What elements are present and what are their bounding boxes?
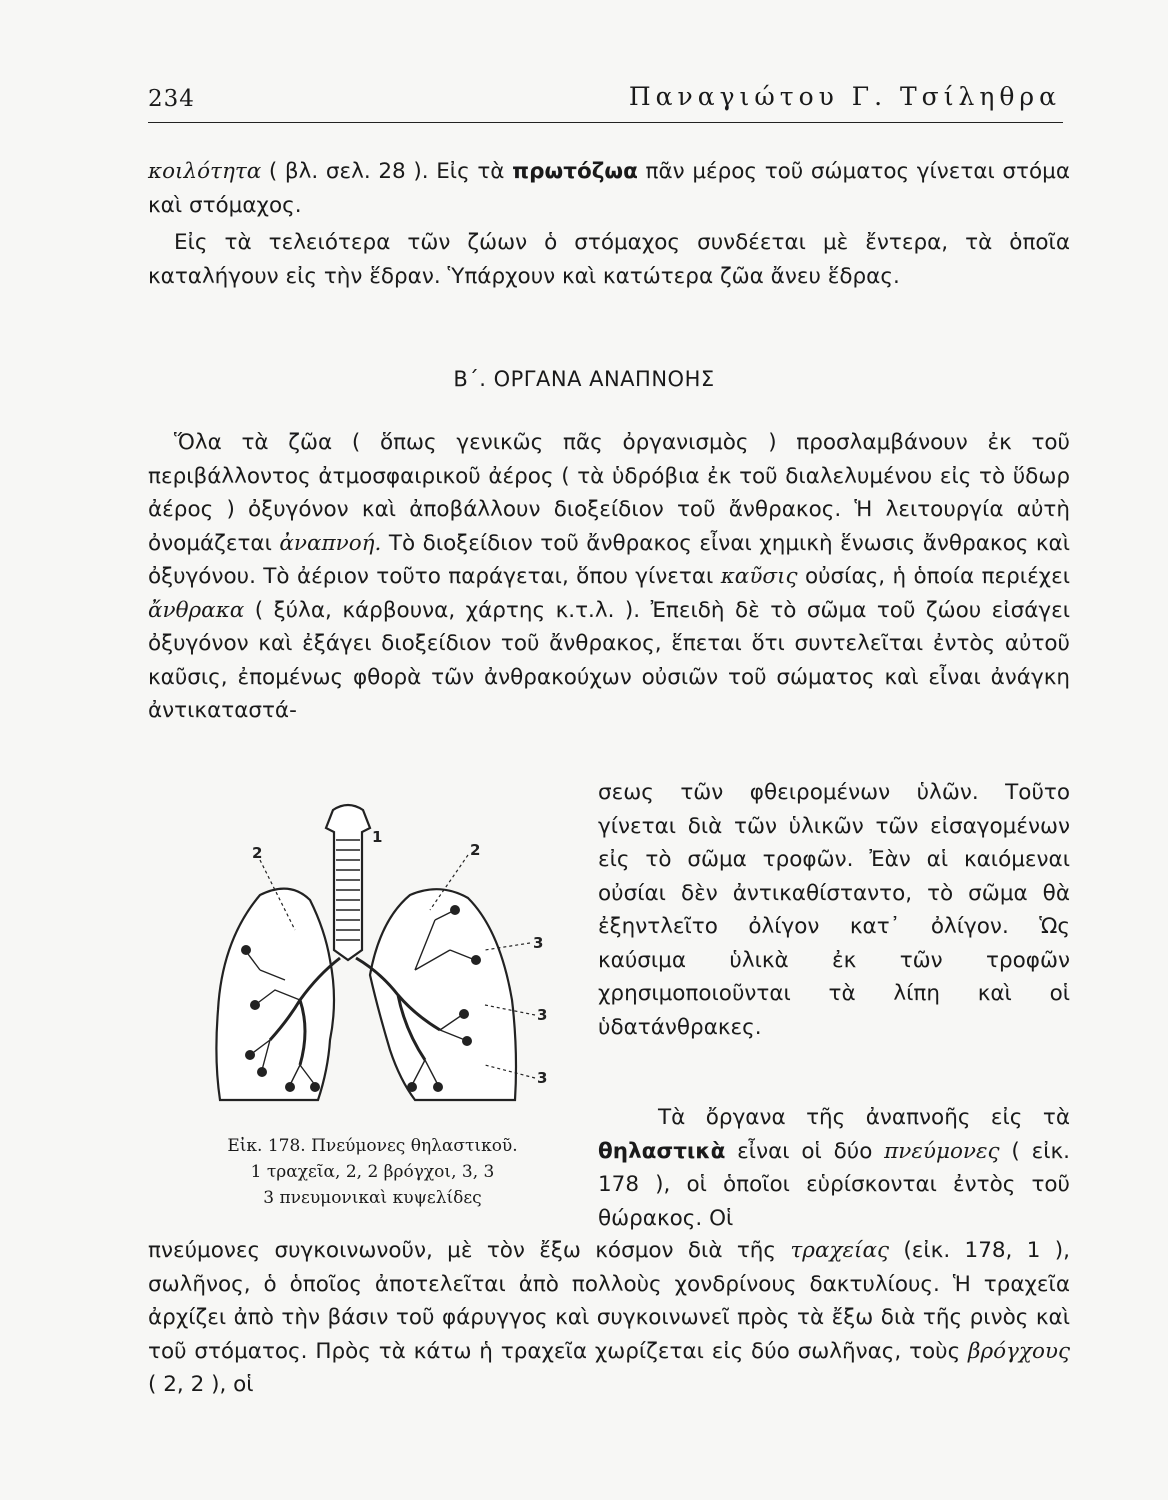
label-bronchus-left: 2 xyxy=(252,844,263,862)
italic-term: τραχείας xyxy=(790,1238,890,1263)
italic-term: ἀναπνοή. xyxy=(279,530,382,556)
label-bronchus-right: 2 xyxy=(470,841,481,859)
lung-illustration xyxy=(200,800,570,1130)
bold-term: θηλαστικὰ xyxy=(598,1138,726,1164)
italic-term: βρόγχους xyxy=(968,1338,1070,1364)
text-run: ( 2, 2 ), οἱ xyxy=(148,1372,254,1397)
paragraph-1 xyxy=(148,155,1070,222)
side-paragraph-2 xyxy=(598,1101,1070,1235)
side-paragraph-1: σεως τῶν φθειρομένων ὑλῶν. Τοῦτο γίνεται διὰ τῶν ὑλικῶν τῶν εἰσαγομένων εἰς τὸ σῶμα τροφῶν. Ἐὰν αἱ καιόμεναι οὐσίαι δὲν ἀντικαθίσταντο, τὸ σῶμα θὰ ἐξηντλεῖτο ὀλίγον κατ᾽ ὀλίγον. Ὡς καύσιμα ὑλικὰ ἐκ τῶν τροφῶν χρησιμοποιοῦνται τὰ λίπη καὶ οἱ ὑδατάνθρακες. xyxy=(598,780,1070,1040)
left-lung xyxy=(216,889,334,1100)
italic-term: κοιλότητα xyxy=(148,159,262,184)
paragraph-3 xyxy=(148,426,1070,728)
paragraph-2: Εἰς τὰ τελειότερα τῶν ζώων ὁ στόμαχος συνδέεται μὲ ἔντερα, τὰ ὁποῖα καταλήγουν εἰς τὴν ἕδραν. Ὑπάρχουν καὶ κατώτερα ζῶα ἄνευ ἕδρας. xyxy=(148,230,1070,289)
text-run: Τὰ ὄργανα τῆς ἀναπνοῆς εἰς τὰ xyxy=(658,1105,1070,1130)
running-title: Παναγιώτου Γ. Τσίληθρα xyxy=(628,82,1061,111)
label-alveoli-2: 3 xyxy=(537,1006,548,1024)
caption-line: Εἰκ. 178. Πνεύμονες θηλαστικοῦ. xyxy=(227,1136,518,1156)
right-lung xyxy=(370,889,516,1100)
text-run: ( ξύλα, κάρβουνα, χάρτης κ.τ.λ. ). Ἐπειδὴ δὲ τὸ σῶμα τοῦ ζώου εἰσάγει ὀξυγόνον καὶ ἐξάγει διοξείδιον τοῦ ἄνθρακος, ἕπεται ὅτι συντελεῖται ἐντὸς αὐτοῦ καῦσις, ἐπομένως φθορὰ τῶν ἀνθρακούχων οὐσιῶν τοῦ σώματος καὶ εἶναι ἀνάγκη ἀντικαταστά- xyxy=(148,597,1070,723)
lung-figure xyxy=(200,800,570,1130)
text-run: Τὸ διοξείδιον τοῦ ἄνθρακος εἶναι χημικὴ ἕνωσις ἄνθρακος καὶ ὀξυγόνου. Τὸ ἀέριον τοῦτο παράγεται, ὅπου γίνεται xyxy=(148,530,1070,589)
italic-term: καῦσις xyxy=(720,564,798,589)
italic-term: ἄνθρακα xyxy=(148,597,245,623)
section-heading: Β΄. ΟΡΓΑΝΑ ΑΝΑΠΝΟΗΣ xyxy=(453,367,715,391)
label-trachea: 1 xyxy=(372,828,383,846)
text-run: (εἰκ. 178, 1 ), σωλῆνος, ὁ ὁποῖος ἀποτελεῖται ἀπὸ πολλοὺς χονδρίνους δακτυλίους. Ἡ τραχεῖα ἀρχίζει ἀπὸ τὴν βάσιν τοῦ φάρυγγος καὶ συγκοινωνεῖ πρὸς τὰ ἔξω διὰ τῆς ρινὸς καὶ τοῦ στόματος. Πρὸς τὰ κάτω ἡ τραχεῖα χωρίζεται εἰς δύο σωλῆνας, τοὺς xyxy=(148,1238,1070,1364)
text-run: πνεύμονες συγκοινωνοῦν, μὲ τὸν ἔξω κόσμον διὰ τῆς xyxy=(148,1238,791,1263)
page-header xyxy=(148,78,1063,123)
text-run: Ὅλα τὰ ζῶα ( ὅπως γενικῶς πᾶς ὀργανισμὸς ) προσλαμβάνουν ἐκ τοῦ περιβάλλοντος ἀτμοσφαιρικοῦ ἀέρος ( τὰ ὑδρόβια ἐκ τοῦ διαλελυμένου εἰς τὸ ὕδωρ ἀέρος ) ὀξυγόνον καὶ ἀποβάλλουν διοξείδιον τοῦ ἄνθρακος. Ἡ λειτουργία αὐτὴ ὀνομάζεται xyxy=(148,430,1070,556)
page-number: 234 xyxy=(148,86,195,112)
text-run: οὐσίας, ἡ ὁποία περιέχει xyxy=(797,564,1071,589)
label-alveoli-3: 3 xyxy=(537,1069,548,1087)
paragraph-last xyxy=(148,1234,1070,1402)
caption-line: 1 τραχεῖα, 2, 2 βρόγχοι, 3, 3 xyxy=(250,1162,495,1182)
caption-line: 3 πνευμονικαὶ κυψελίδες xyxy=(263,1188,482,1208)
bold-term: πρωτόζωα xyxy=(512,159,638,184)
text-run: ( βλ. σελ. 28 ). Εἰς τὰ xyxy=(261,159,513,184)
text-run: ( εἰκ. 178 ), οἱ ὁποῖοι εὑρίσκονται ἐντὸς τοῦ θώρακος. Οἱ xyxy=(598,1138,1070,1231)
trachea xyxy=(326,805,370,960)
label-alveoli-1: 3 xyxy=(533,934,544,952)
text-run: πᾶν μέρος τοῦ σώματος γίνεται στόμα καὶ στόμαχος. xyxy=(148,159,1071,218)
italic-term: πνεύμονες xyxy=(884,1138,1000,1164)
figure-caption xyxy=(150,1133,595,1211)
text-run: εἶναι οἱ δύο xyxy=(725,1138,885,1164)
